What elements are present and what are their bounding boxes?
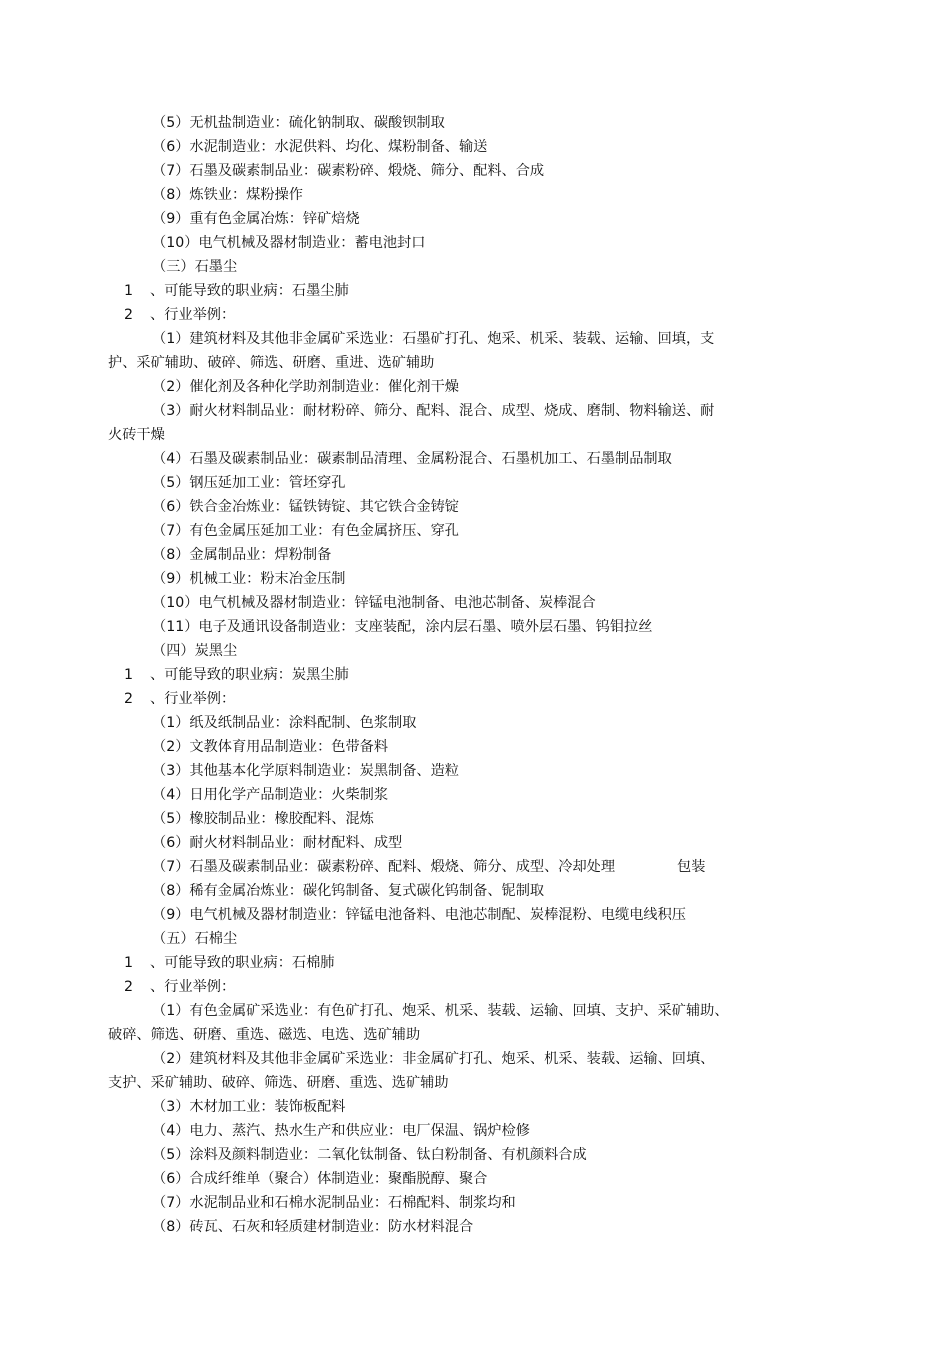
- item-text: 、可能导致的职业病：石棉肺: [150, 955, 335, 971]
- list-item: [108, 855, 788, 879]
- list-item-continuation: 破碎、筛选、研磨、重选、磁选、电选、选矿辅助: [108, 1027, 421, 1043]
- item-number: 1: [124, 667, 134, 683]
- list-item: （1）有色金属矿采选业：有色矿打孔、炮采、机采、装载、运输、回填、支护、采矿辅助、: [152, 1003, 729, 1019]
- item-text: 、行业举例：: [150, 979, 236, 995]
- list-item: （8）稀有金属冶炼业：碳化钨制备、复式碳化钨制备、铌制取: [152, 883, 545, 899]
- list-item: （3）其他基本化学原料制造业：炭黑制备、造粒: [152, 763, 459, 779]
- list-item: （1）建筑材料及其他非金属矿采选业：石墨矿打孔、炮采、机采、装载、运输、回填，支: [152, 331, 715, 347]
- numbered-item: [108, 975, 788, 999]
- item-number: 2: [124, 691, 134, 707]
- list-item: （2）文教体育用品制造业：色带备料: [152, 739, 389, 755]
- item-text: 、行业举例：: [150, 691, 236, 707]
- list-item: （4）电力、蒸汽、热水生产和供应业：电厂保温、锅炉检修: [152, 1123, 530, 1139]
- list-item: （6）耐火材料制品业：耐材配料、成型: [152, 835, 403, 851]
- document-body: [108, 111, 788, 1239]
- item-text: （7）石墨及碳素制品业：碳素粉碎、配料、煅烧、筛分、成型、冷却处理: [152, 859, 616, 875]
- item-text-trailing: 包装: [677, 859, 706, 875]
- list-item: （5）橡胶制品业：橡胶配料、混炼: [152, 811, 374, 827]
- list-item: （10）电气机械及器材制造业：蓄电池封口: [152, 235, 426, 251]
- list-item: （8）金属制品业：焊粉制备: [152, 547, 332, 563]
- list-item-continuation: 火砖干燥: [108, 427, 165, 443]
- numbered-item: [108, 279, 788, 303]
- list-item-continuation: 护、采矿辅助、破碎、筛选、研磨、重进、选矿辅助: [108, 355, 435, 371]
- section-heading: （四）炭黑尘: [152, 643, 238, 659]
- item-number: 2: [124, 979, 134, 995]
- list-item: （8）砖瓦、石灰和轻质建材制造业：防水材料混合: [152, 1219, 474, 1235]
- list-item: （6）合成纤维单（聚合）体制造业：聚酯脱醇、聚合: [152, 1171, 488, 1187]
- list-item: （3）耐火材料制品业：耐材粉碎、筛分、配料、混合、成型、烧成、磨制、物料输送、耐: [152, 403, 715, 419]
- list-item: （3）木材加工业：装饰板配料: [152, 1099, 346, 1115]
- item-text: 、行业举例：: [150, 307, 236, 323]
- list-item: （2）催化剂及各种化学助剂制造业：催化剂干燥: [152, 379, 459, 395]
- list-item: （5）无机盐制造业：硫化钠制取、碳酸钡制取: [152, 115, 445, 131]
- item-text: 、可能导致的职业病：石墨尘肺: [150, 283, 349, 299]
- item-number: 1: [124, 283, 134, 299]
- list-item: （2）建筑材料及其他非金属矿采选业：非金属矿打孔、炮采、机采、装载、运输、回填、: [152, 1051, 715, 1067]
- list-item-continuation: 支护、采矿辅助、破碎、筛选、研磨、重选、选矿辅助: [108, 1075, 449, 1091]
- list-item: （5）涂料及颜料制造业：二氧化钛制备、钛白粉制备、有机颜料合成: [152, 1147, 587, 1163]
- item-text: 、可能导致的职业病：炭黑尘肺: [150, 667, 349, 683]
- list-item: （9）机械工业：粉末冶金压制: [152, 571, 346, 587]
- list-item: （7）有色金属压延加工业：有色金属挤压、穿孔: [152, 523, 459, 539]
- list-item: （11）电子及通讯设备制造业：支座装配，涂内层石墨、喷外层石墨、钨钼拉丝: [152, 619, 653, 635]
- list-item: （9）重有色金属冶炼：锌矿焙烧: [152, 211, 360, 227]
- numbered-item: [108, 663, 788, 687]
- list-item: （4）日用化学产品制造业：火柴制浆: [152, 787, 389, 803]
- list-item: （4）石墨及碳素制品业：碳素制品清理、金属粉混合、石墨机加工、石墨制品制取: [152, 451, 672, 467]
- item-number: 1: [124, 955, 134, 971]
- list-item: （5）钢压延加工业：管坯穿孔: [152, 475, 346, 491]
- numbered-item: [108, 687, 788, 711]
- list-item: （8）炼铁业：煤粉操作: [152, 187, 303, 203]
- section-heading: （三）石墨尘: [152, 259, 238, 275]
- list-item: （9）电气机械及器材制造业：锌锰电池备料、电池芯制配、炭棒混粉、电缆电线积压: [152, 907, 686, 923]
- numbered-item: [108, 303, 788, 327]
- section-heading: （五）石棉尘: [152, 931, 238, 947]
- list-item: （6）水泥制造业：水泥供料、均化、煤粉制备、输送: [152, 139, 488, 155]
- numbered-item: [108, 951, 788, 975]
- list-item: （6）铁合金冶炼业：锰铁铸锭、其它铁合金铸锭: [152, 499, 459, 515]
- list-item: （7）水泥制品业和石棉水泥制品业：石棉配料、制浆均和: [152, 1195, 516, 1211]
- list-item: （10）电气机械及器材制造业：锌锰电池制备、电池芯制备、炭棒混合: [152, 595, 596, 611]
- item-number: 2: [124, 307, 134, 323]
- list-item: （7）石墨及碳素制品业：碳素粉碎、煅烧、筛分、配料、合成: [152, 163, 545, 179]
- list-item: （1）纸及纸制品业：涂料配制、色浆制取: [152, 715, 417, 731]
